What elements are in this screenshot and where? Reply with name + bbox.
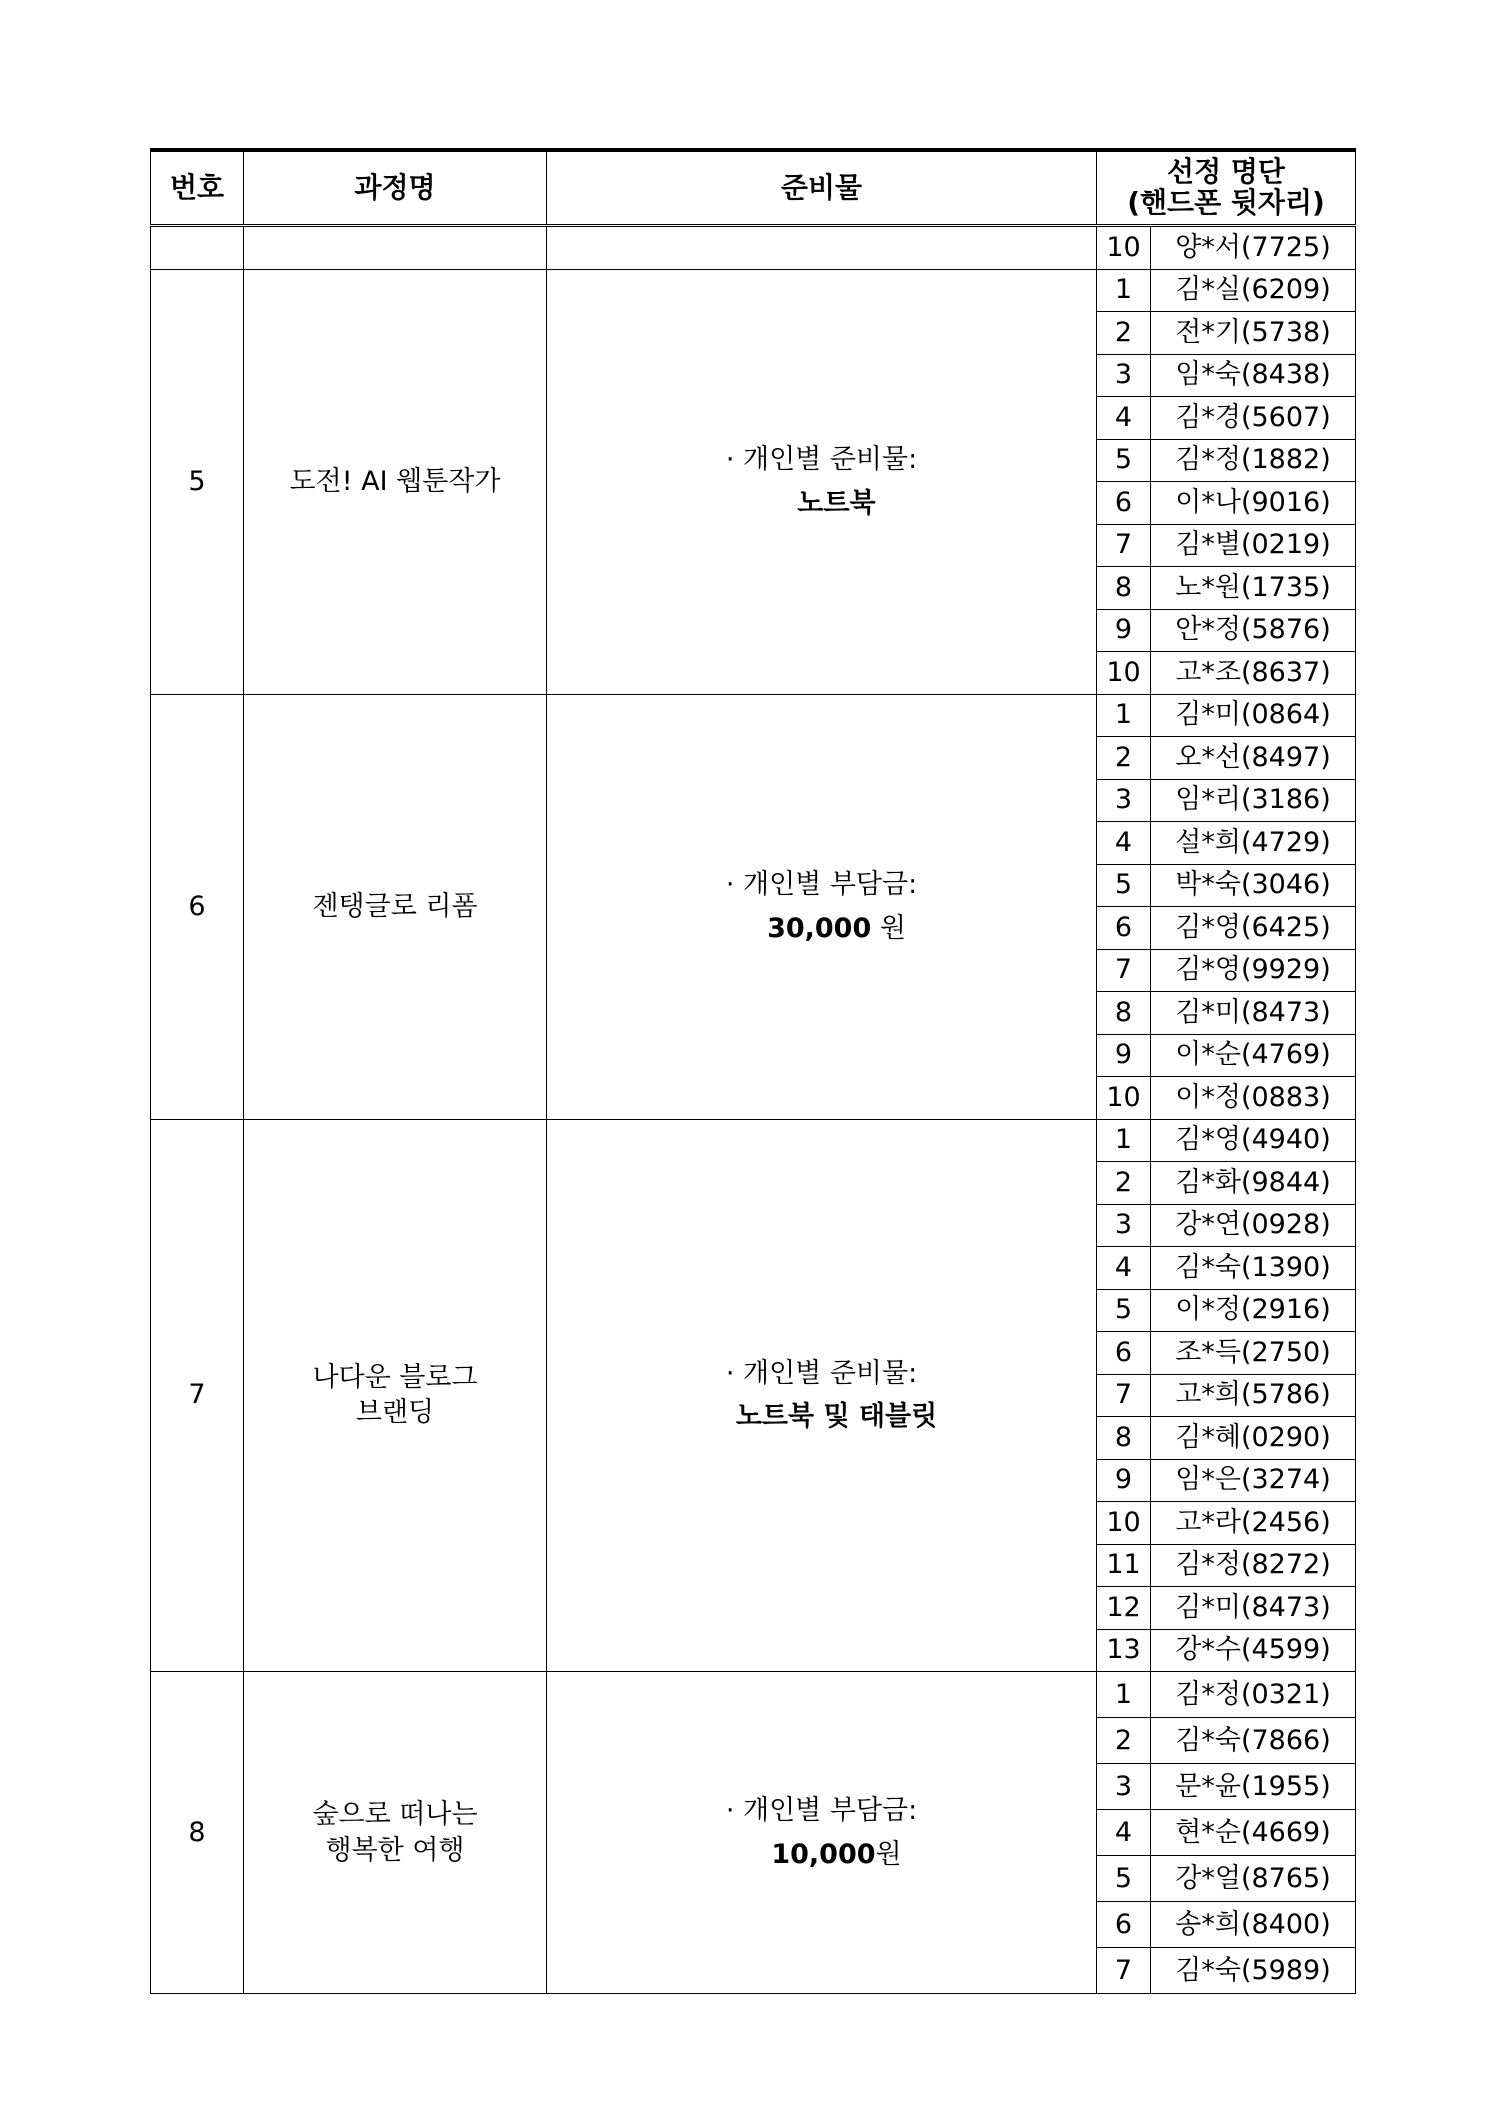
selected-name: 김*화(9844)	[1151, 1162, 1356, 1205]
course-name-line: 행복한 여행	[325, 1834, 465, 1866]
selected-index: 4	[1097, 822, 1151, 865]
selected-name: 강*수(4599)	[1151, 1629, 1356, 1672]
selected-index: 2	[1097, 1718, 1151, 1764]
course-name-line: 도전! AI 웹툰작가	[289, 465, 501, 497]
selected-name: 이*정(0883)	[1151, 1077, 1356, 1120]
selected-index: 5	[1097, 1289, 1151, 1332]
preparation-value	[547, 489, 1096, 519]
course-number: 6	[151, 694, 244, 1119]
selected-name: 노*원(1735)	[1151, 567, 1356, 610]
selected-index: 5	[1097, 1856, 1151, 1902]
header-preparation: 준비물	[547, 150, 1097, 226]
selected-name: 김*숙(1390)	[1151, 1247, 1356, 1290]
selected-name: 김*혜(0290)	[1151, 1417, 1356, 1460]
selected-index: 4	[1097, 397, 1151, 440]
selected-name: 이*정(2916)	[1151, 1289, 1356, 1332]
course-number: 8	[151, 1672, 244, 1994]
selected-name: 설*희(4729)	[1151, 822, 1356, 865]
selected-index: 4	[1097, 1810, 1151, 1856]
selected-index: 12	[1097, 1587, 1151, 1630]
preparation-label: · 개인별 부담금:	[725, 868, 918, 900]
selected-index: 7	[1097, 949, 1151, 992]
preparation-value-suffix: 원	[875, 1838, 902, 1870]
selected-name: 강*얼(8765)	[1151, 1856, 1356, 1902]
course-cell-empty	[244, 226, 547, 270]
selected-index: 7	[1097, 524, 1151, 567]
table-row	[151, 269, 1356, 312]
selected-name: 고*라(2456)	[1151, 1502, 1356, 1545]
selected-index: 1	[1097, 1119, 1151, 1162]
table-row	[151, 1672, 1356, 1718]
preparation-cell-empty	[547, 226, 1097, 270]
selected-index: 5	[1097, 439, 1151, 482]
selected-index: 3	[1097, 779, 1151, 822]
selected-index: 2	[1097, 1162, 1151, 1205]
selected-name: 김*별(0219)	[1151, 524, 1356, 567]
selected-index: 9	[1097, 1459, 1151, 1502]
header-selected-subtitle: (핸드폰 뒷자리)	[1127, 186, 1325, 219]
preparation	[547, 269, 1097, 694]
selected-name: 안*정(5876)	[1151, 609, 1356, 652]
selected-index: 7	[1097, 1374, 1151, 1417]
selected-name: 김*영(6425)	[1151, 907, 1356, 950]
selected-index: 3	[1097, 1764, 1151, 1810]
table-header	[151, 150, 1356, 226]
header-course: 과정명	[244, 150, 547, 226]
preparation-value	[547, 1840, 1096, 1870]
selected-name: 김*숙(5989)	[1151, 1948, 1356, 1994]
course-name	[244, 694, 547, 1119]
selected-index: 11	[1097, 1544, 1151, 1587]
selected-name: 김*경(5607)	[1151, 397, 1356, 440]
selected-index: 1	[1097, 694, 1151, 737]
selected-name: 박*숙(3046)	[1151, 864, 1356, 907]
selected-name: 이*나(9016)	[1151, 482, 1356, 525]
preparation-value-bold: 10,000	[771, 1838, 876, 1870]
selected-index: 1	[1097, 1672, 1151, 1718]
selected-index: 3	[1097, 354, 1151, 397]
header-selected-list	[1097, 150, 1356, 226]
course-number: 7	[151, 1119, 244, 1672]
course-name-line: 나다운 블로그	[312, 1361, 478, 1393]
header-selected-title: 선정 명단	[1167, 155, 1285, 189]
selected-name: 임*리(3186)	[1151, 779, 1356, 822]
selected-name: 전*기(5738)	[1151, 312, 1356, 355]
selected-name: 현*순(4669)	[1151, 1810, 1356, 1856]
course-number: 5	[151, 269, 244, 694]
selected-index: 6	[1097, 482, 1151, 525]
selected-index: 1	[1097, 269, 1151, 312]
selected-name: 고*희(5786)	[1151, 1374, 1356, 1417]
preparation-value-bold: 30,000	[767, 912, 872, 944]
selected-name: 김*정(1882)	[1151, 439, 1356, 482]
selected-name: 조*득(2750)	[1151, 1332, 1356, 1375]
preparation	[547, 1119, 1097, 1672]
course-name-line: 브랜딩	[355, 1397, 435, 1429]
preparation-value-suffix: 원	[871, 912, 906, 944]
selected-index: 10	[1097, 1502, 1151, 1545]
selected-name: 오*선(8497)	[1151, 737, 1356, 780]
selected-name: 김*실(6209)	[1151, 269, 1356, 312]
selected-name: 김*정(0321)	[1151, 1672, 1356, 1718]
preparation-value-bold: 노트북 및 태블릿	[735, 1401, 938, 1433]
selected-name: 김*미(8473)	[1151, 992, 1356, 1035]
preparation-label: · 개인별 부담금:	[725, 1794, 918, 1826]
selected-name: 김*영(9929)	[1151, 949, 1356, 992]
selected-name: 김*미(8473)	[1151, 1587, 1356, 1630]
selected-index: 2	[1097, 737, 1151, 780]
selected-index: 7	[1097, 1948, 1151, 1994]
selected-index: 6	[1097, 1902, 1151, 1948]
selected-index: 9	[1097, 1034, 1151, 1077]
selected-index: 4	[1097, 1247, 1151, 1290]
selected-index: 10	[1097, 226, 1151, 270]
selected-name: 김*정(8272)	[1151, 1544, 1356, 1587]
table-body	[151, 226, 1356, 1994]
selected-name: 문*윤(1955)	[1151, 1764, 1356, 1810]
selected-name: 고*조(8637)	[1151, 652, 1356, 695]
selected-name: 양*서(7725)	[1151, 226, 1356, 270]
preparation-value	[547, 1402, 1096, 1432]
selected-name: 김*영(4940)	[1151, 1119, 1356, 1162]
selection-table	[150, 148, 1356, 1994]
selected-index: 13	[1097, 1629, 1151, 1672]
selected-name: 강*연(0928)	[1151, 1204, 1356, 1247]
selected-index: 10	[1097, 1077, 1151, 1120]
selected-index: 10	[1097, 652, 1151, 695]
course-name	[244, 1119, 547, 1672]
selected-index: 6	[1097, 907, 1151, 950]
preparation	[547, 1672, 1097, 1994]
table-row	[151, 226, 1356, 270]
selected-name: 이*순(4769)	[1151, 1034, 1356, 1077]
selected-index: 8	[1097, 992, 1151, 1035]
selected-name: 김*미(0864)	[1151, 694, 1356, 737]
selected-index: 2	[1097, 312, 1151, 355]
preparation	[547, 694, 1097, 1119]
selected-name: 김*숙(7866)	[1151, 1718, 1356, 1764]
course-name-line: 젠탱글로 리폼	[312, 890, 478, 922]
header-number: 번호	[151, 150, 244, 226]
selected-index: 3	[1097, 1204, 1151, 1247]
selected-index: 8	[1097, 1417, 1151, 1460]
preparation-label: · 개인별 준비물:	[725, 443, 918, 475]
number-cell-empty	[151, 226, 244, 270]
course-name	[244, 1672, 547, 1994]
course-name-line: 숲으로 떠나는	[312, 1798, 478, 1830]
preparation-value-bold: 노트북	[797, 487, 876, 519]
selected-index: 8	[1097, 567, 1151, 610]
course-name	[244, 269, 547, 694]
selected-index: 9	[1097, 609, 1151, 652]
table-row	[151, 694, 1356, 737]
selected-index: 5	[1097, 864, 1151, 907]
selected-name: 임*숙(8438)	[1151, 354, 1356, 397]
selected-name: 송*희(8400)	[1151, 1902, 1356, 1948]
selected-name: 임*은(3274)	[1151, 1459, 1356, 1502]
preparation-label: · 개인별 준비물:	[725, 1357, 918, 1389]
preparation-value	[547, 914, 1096, 944]
selected-index: 6	[1097, 1332, 1151, 1375]
table-row	[151, 1119, 1356, 1162]
